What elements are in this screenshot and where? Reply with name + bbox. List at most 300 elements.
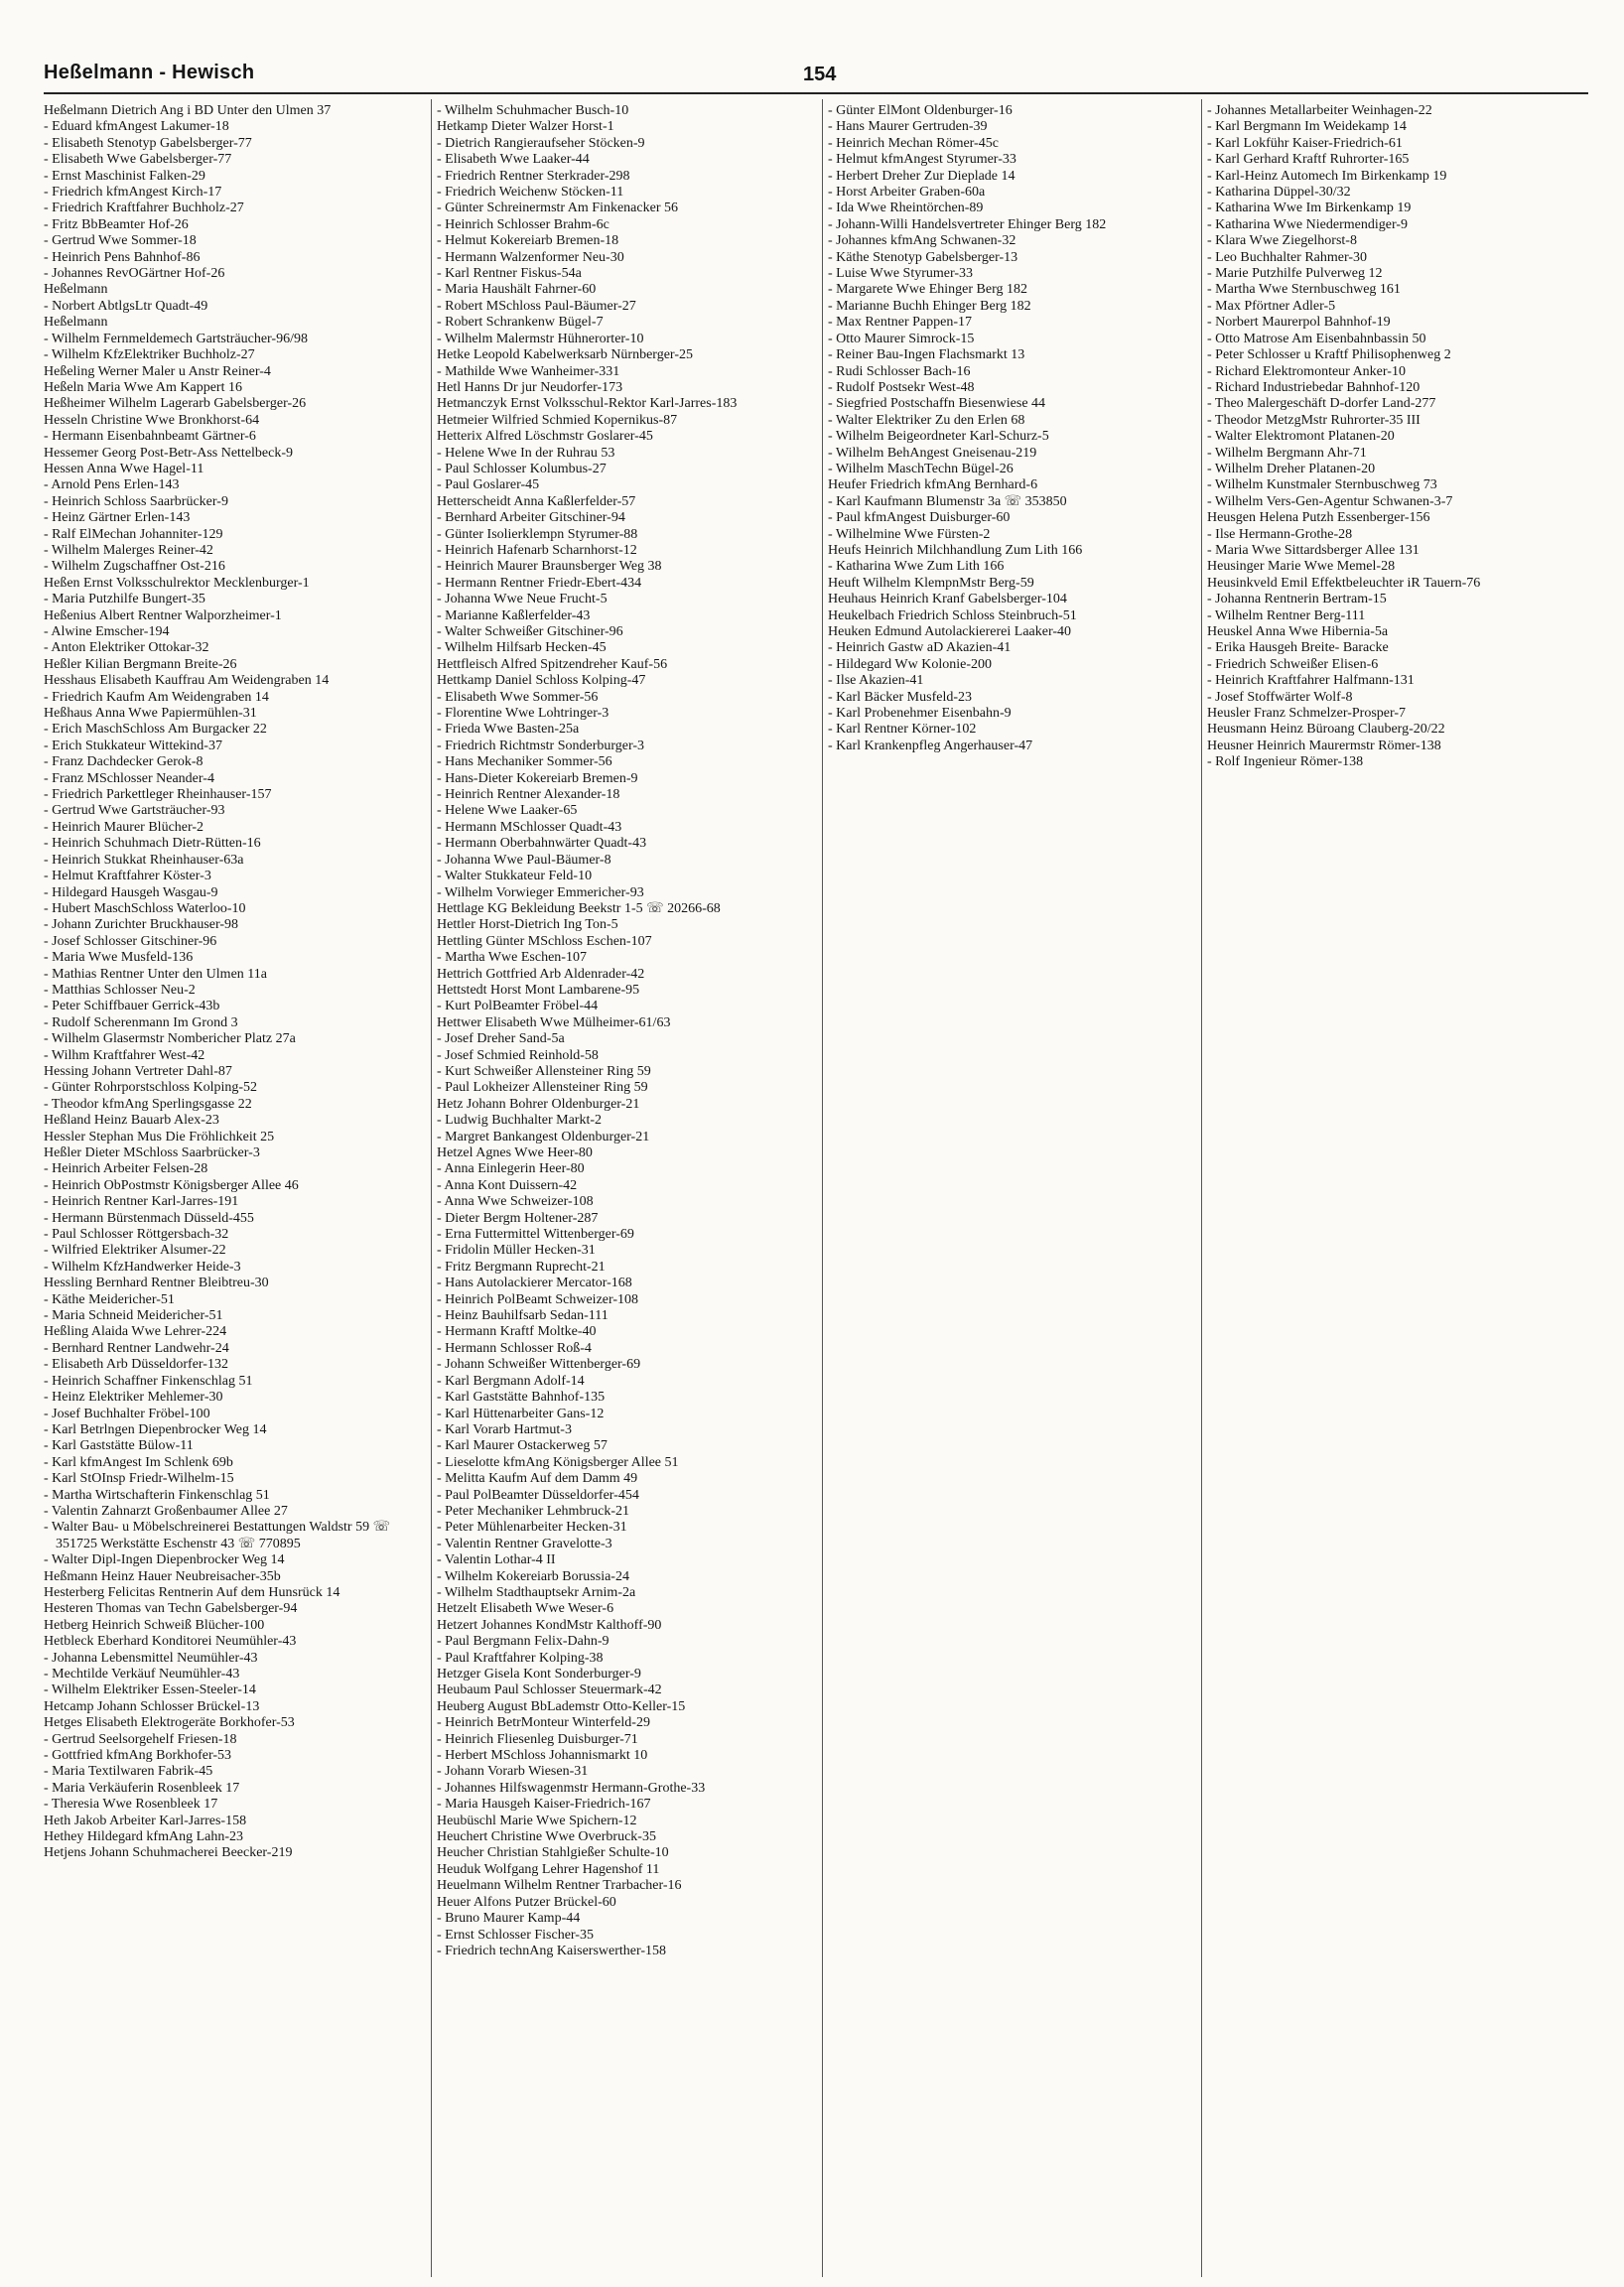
directory-entry: Heuduk Wolfgang Lehrer Hagenshof 11 [437, 1861, 660, 1877]
directory-entry: - Johann-Willi Handelsvertreter Ehinger Berg 182 [828, 216, 1107, 232]
directory-entry: - Rudolf Scherenmann Im Grond 3 [44, 1014, 238, 1030]
directory-entry: - Kurt PolBeamter Fröbel-44 [437, 999, 599, 1014]
directory-entry: Heßeling Werner Maler u Anstr Reiner-4 [44, 363, 271, 379]
directory-entry: Hettler Horst-Dietrich Ing Ton-5 [437, 917, 618, 933]
directory-entry: - Johann Zurichter Bruckhauser-98 [44, 917, 239, 933]
page-number: 154 [803, 64, 837, 85]
directory-entry: Heuchert Christine Wwe Overbruck-35 [437, 1829, 656, 1845]
directory-entry: Hetke Leopold Kabelwerksarb Nürnberger-25 [437, 347, 693, 363]
directory-entry: - Ernst Schlosser Fischer-35 [437, 1927, 594, 1943]
directory-entry: - Katharina Wwe Im Birkenkamp 19 [1207, 201, 1412, 216]
directory-entry: - Johanna Wwe Paul-Bäumer-8 [437, 852, 611, 868]
directory-entry: - Heinrich ObPostmstr Königsberger Allee 46 [44, 1177, 299, 1193]
directory-entry: - Paul Lokheizer Allensteiner Ring 59 [437, 1080, 648, 1096]
directory-entry: Heßler Kilian Bergmann Breite-26 [44, 656, 237, 672]
directory-entry: - Bruno Maurer Kamp-44 [437, 1911, 581, 1927]
directory-entry: - Karl StOInsp Friedr-Wilhelm-15 [44, 1471, 234, 1487]
directory-entry: - Wilhelm Hilfsarb Hecken-45 [437, 640, 607, 656]
directory-entry: - Kurt Schweißer Allensteiner Ring 59 [437, 1063, 651, 1079]
directory-entry: - Wilhelm MaschTechn Bügel-26 [828, 461, 1014, 476]
directory-entry: - Max Pförtner Adler-5 [1207, 298, 1336, 314]
directory-entry: - Maria Hausgeh Kaiser-Friedrich-167 [437, 1797, 651, 1813]
directory-entry: Heusmann Heinz Büroang Clauberg-20/22 [1207, 722, 1445, 738]
directory-entry: - Peter Mühlenarbeiter Hecken-31 [437, 1520, 627, 1536]
directory-entry: Heßland Heinz Bauarb Alex-23 [44, 1113, 219, 1129]
directory-entry: - Josef Schlosser Gitschiner-96 [44, 933, 217, 949]
directory-entry: - Heinrich Hafenarb Scharnhorst-12 [437, 542, 637, 558]
directory-entry: - Walter Elektriker Zu den Erlen 68 [828, 412, 1025, 428]
directory-entry: - Wilhelm KfzElektriker Buchholz-27 [44, 347, 255, 363]
directory-entry: - Karl Bergmann Adolf-14 [437, 1373, 585, 1389]
directory-entry: - Karl kfmAngest Im Schlenk 69b [44, 1454, 233, 1470]
directory-entry: - Eduard kfmAngest Lakumer-18 [44, 119, 229, 135]
directory-entry: - Luise Wwe Styrumer-33 [828, 266, 974, 282]
directory-entry: - Heinrich Maurer Blücher-2 [44, 819, 204, 835]
directory-entry: - Robert Schrankenw Bügel-7 [437, 315, 604, 331]
directory-entry: - Wilhelm Bergmann Ahr-71 [1207, 445, 1367, 461]
directory-entry: - Florentine Wwe Lohtringer-3 [437, 706, 609, 722]
directory-entry: - Heinrich PolBeamt Schweizer-108 [437, 1291, 639, 1307]
directory-entry: Hetzelt Elisabeth Wwe Weser-6 [437, 1601, 614, 1617]
directory-entry: Heusgen Helena Putzh Essenberger-156 [1207, 510, 1430, 526]
directory-entry: - Hermann Oberbahnwärter Quadt-43 [437, 836, 647, 852]
directory-entry: - Johann Schweißer Wittenberger-69 [437, 1357, 641, 1373]
directory-entry: - Anna Kont Duissern-42 [437, 1177, 578, 1193]
directory-entry: - Hermann Rentner Friedr-Ebert-434 [437, 575, 642, 591]
directory-entry: - Maria Wwe Musfeld-136 [44, 950, 194, 966]
directory-entry: - Heinrich Rentner Alexander-18 [437, 787, 620, 803]
directory-entry: - Karl Gaststätte Bülow-11 [44, 1438, 194, 1454]
directory-entry: - Wilhelm Fernmeldemech Gartsträucher-96/98 [44, 331, 308, 346]
directory-entry: - Karl Rentner Körner-102 [828, 722, 977, 738]
directory-entry: - Franz Dachdecker Gerok-8 [44, 754, 203, 770]
directory-entry: Hettling Günter MSchloss Eschen-107 [437, 933, 652, 949]
directory-entry: - Hermann Kraftf Moltke-40 [437, 1324, 597, 1340]
directory-entry: - Heinrich Pens Bahnhof-86 [44, 249, 201, 265]
directory-entry: Heuer Alfons Putzer Brückel-60 [437, 1894, 616, 1910]
directory-entry: - Karl Betrlngen Diepenbrocker Weg 14 [44, 1421, 267, 1437]
directory-entry: - Robert MSchloss Paul-Bäumer-27 [437, 298, 636, 314]
directory-entry: Heuken Edmund Autolackiererei Laaker-40 [828, 624, 1072, 639]
directory-entry: - Walter Stukkateur Feld-10 [437, 869, 593, 884]
directory-entry: - Arnold Pens Erlen-143 [44, 477, 180, 493]
directory-entry: Hettkamp Daniel Schloss Kolping-47 [437, 673, 646, 689]
directory-entry: Heuberg August BbLademstr Otto-Keller-15 [437, 1698, 686, 1714]
directory-entry: - Wilhelm Zugschaffner Ost-216 [44, 559, 225, 575]
directory-entry: - Heinrich Fliesenleg Duisburger-71 [437, 1731, 638, 1747]
directory-entry: Heßmann Heinz Hauer Neubreisacher-35b [44, 1568, 281, 1584]
directory-entry: - Hermann Schlosser Roß-4 [437, 1340, 592, 1356]
directory-entry: - Karl Hüttenarbeiter Gans-12 [437, 1406, 605, 1421]
directory-entry: - Maria Schneid Meidericher-51 [44, 1308, 223, 1324]
running-head: Heßelmann - Hewisch [44, 62, 255, 83]
directory-entry: - Maria Textilwaren Fabrik-45 [44, 1764, 213, 1780]
directory-entry: - Katharina Wwe Niedermendiger-9 [1207, 216, 1408, 232]
directory-entry: - Wilhelm KfzHandwerker Heide-3 [44, 1259, 241, 1275]
directory-entry: - Heinrich Schaffner Finkenschlag 51 [44, 1373, 253, 1389]
directory-entry: - Heinrich Maurer Braunsberger Weg 38 [437, 559, 662, 575]
directory-entry: - Ludwig Buchhalter Markt-2 [437, 1113, 603, 1129]
directory-entry: - Lieselotte kfmAng Königsberger Allee 51 [437, 1454, 679, 1470]
directory-entry: - Wilhelm Schuhmacher Busch-10 [437, 103, 629, 118]
directory-entry: - Bernhard Arbeiter Gitschiner-94 [437, 510, 625, 526]
directory-entry: Hetzert Johannes KondMstr Kalthoff-90 [437, 1617, 662, 1633]
directory-entry: - Johannes Metallarbeiter Weinhagen-22 [1207, 103, 1432, 118]
directory-entry: - Horst Arbeiter Graben-60a [828, 185, 986, 201]
directory-entry: - Matthias Schlosser Neu-2 [44, 982, 196, 998]
directory-entry: - Erika Hausgeh Breite- Baracke [1207, 640, 1389, 656]
directory-entry: - Heinrich Rentner Karl-Jarres-191 [44, 1194, 239, 1210]
directory-entry: - Mathias Rentner Unter den Ulmen 11a [44, 966, 267, 982]
directory-entry: - Max Rentner Pappen-17 [828, 315, 973, 331]
directory-entry: - Elisabeth Wwe Sommer-56 [437, 689, 599, 705]
directory-entry: - Anton Elektriker Ottokar-32 [44, 640, 209, 656]
directory-entry: - Friedrich kfmAngest Kirch-17 [44, 185, 222, 201]
directory-entry: - Klara Wwe Ziegelhorst-8 [1207, 233, 1357, 249]
directory-entry: - Josef Buchhalter Fröbel-100 [44, 1406, 210, 1421]
directory-entry: Hetzger Gisela Kont Sonderburger-9 [437, 1667, 641, 1682]
directory-entry: - Martha Wirtschafterin Finkenschlag 51 [44, 1487, 270, 1503]
directory-entry: Hetges Elisabeth Elektrogeräte Borkhofer-53 [44, 1715, 295, 1731]
directory-entry: Hetmanczyk Ernst Volksschul-Rektor Karl-Jarres-183 [437, 396, 738, 412]
directory-column-2 [437, 103, 812, 2277]
directory-entry: - Helene Wwe Laaker-65 [437, 803, 578, 819]
directory-entry: - Ilse Hermann-Grothe-28 [1207, 526, 1353, 542]
directory-entry: - Heinrich BetrMonteur Winterfeld-29 [437, 1715, 650, 1731]
directory-entry: - Hubert MaschSchloss Waterloo-10 [44, 900, 246, 916]
directory-entry: - Martha Wwe Sternbuschweg 161 [1207, 282, 1401, 298]
directory-entry: - Theresia Wwe Rosenbleek 17 [44, 1797, 218, 1813]
directory-entry: - Martha Wwe Eschen-107 [437, 950, 587, 966]
directory-entry: - Peter Schiffbauer Gerrick-43b [44, 999, 220, 1014]
directory-entry: - Friedrich Rentner Sterkrader-298 [437, 168, 630, 184]
directory-entry: - Hans-Dieter Kokereiarb Bremen-9 [437, 770, 638, 786]
directory-entry: Hesteren Thomas van Techn Gabelsberger-94 [44, 1601, 298, 1617]
directory-entry: - Josef Schmied Reinhold-58 [437, 1047, 599, 1063]
directory-entry: - Valentin Lothar-4 II [437, 1552, 556, 1568]
directory-entry: - Peter Schlosser u Kraftf Philisophenweg 2 [1207, 347, 1451, 363]
directory-entry: Heufs Heinrich Milchhandlung Zum Lith 166 [828, 542, 1083, 558]
directory-entry: Heuskel Anna Wwe Hibernia-5a [1207, 624, 1389, 639]
directory-entry: - Heinrich Schlosser Brahm-6c [437, 216, 609, 232]
directory-entry: - Theodor MetzgMstr Ruhrorter-35 III [1207, 412, 1421, 428]
directory-entry: - Karl Vorarb Hartmut-3 [437, 1421, 572, 1437]
directory-entry: - Karl Krankenpfleg Angerhauser-47 [828, 738, 1033, 753]
directory-entry: - Maria Putzhilfe Bungert-35 [44, 592, 205, 607]
directory-entry: - Karl Lokführ Kaiser-Friedrich-61 [1207, 135, 1403, 151]
directory-entry: Hessler Stephan Mus Die Fröhlichkeit 25 [44, 1129, 275, 1144]
directory-entry: - Fridolin Müller Hecken-31 [437, 1243, 596, 1259]
directory-entry: Hettwer Elisabeth Wwe Mülheimer-61/63 [437, 1014, 671, 1030]
directory-entry: - Wilhelm Kunstmaler Sternbuschweg 73 [1207, 477, 1437, 493]
directory-entry: Heusinkveld Emil Effektbeleuchter iR Tauern-76 [1207, 575, 1481, 591]
directory-entry: Heßelmann Dietrich Ang i BD Unter den Ulmen 37 [44, 103, 332, 118]
directory-entry: - Johanna Rentnerin Bertram-15 [1207, 592, 1387, 607]
directory-entry: - Reiner Bau-Ingen Flachsmarkt 13 [828, 347, 1025, 363]
directory-entry: - Walter Elektromont Platanen-20 [1207, 429, 1395, 445]
directory-entry: - Helmut kfmAngest Styrumer-33 [828, 152, 1016, 168]
directory-entry: - Dieter Bergm Holtener-287 [437, 1210, 599, 1226]
directory-entry: - Hildegard Hausgeh Wasgau-9 [44, 884, 218, 900]
directory-entry: - Fritz BbBeamter Hof-26 [44, 216, 189, 232]
directory-entry: - Wilhelm Malermstr Hühnerorter-10 [437, 331, 644, 346]
directory-entry: Heßling Alaida Wwe Lehrer-224 [44, 1324, 227, 1340]
directory-entry: - Heinrich Mechan Römer-45c [828, 135, 999, 151]
directory-entry: - Hans Mechaniker Sommer-56 [437, 754, 612, 770]
directory-entry: - Friedrich Kraftfahrer Buchholz-27 [44, 201, 244, 216]
directory-column-3 [828, 103, 1203, 2277]
directory-entry: Hetmeier Wilfried Schmied Kopernikus-87 [437, 412, 678, 428]
directory-entry: Hetberg Heinrich Schweiß Blücher-100 [44, 1617, 265, 1633]
directory-entry: - Wilhelm Stadthauptsekr Arnim-2a [437, 1584, 636, 1600]
directory-entry: - Günter Rohrporstschloss Kolping-52 [44, 1080, 258, 1096]
directory-entry: - Hermann Eisenbahnbeamt Gärtner-6 [44, 429, 256, 445]
directory-entry: Heth Jakob Arbeiter Karl-Jarres-158 [44, 1813, 247, 1828]
directory-entry: Heßhaus Anna Wwe Papiermühlen-31 [44, 706, 257, 722]
directory-entry: - Heinrich Gastw aD Akazien-41 [828, 640, 1012, 656]
directory-entry: - Karl Rentner Fiskus-54a [437, 266, 582, 282]
directory-entry: - Heinrich Stukkat Rheinhauser-63a [44, 852, 244, 868]
directory-entry: Heßelmann [44, 282, 108, 298]
directory-entry: Heusler Franz Schmelzer-Prosper-7 [1207, 706, 1407, 722]
directory-entry: - Erich Stukkateur Wittekind-37 [44, 738, 222, 753]
directory-entry: - Paul Schlosser Röttgersbach-32 [44, 1227, 229, 1243]
directory-entry: - Anna Einlegerin Heer-80 [437, 1161, 585, 1177]
directory-entry: - Johannes Hilfswagenmstr Hermann-Grothe-33 [437, 1780, 706, 1796]
directory-entry: - Margarete Wwe Ehinger Berg 182 [828, 282, 1027, 298]
directory-entry: - Gertrud Wwe Gartsträucher-93 [44, 803, 225, 819]
column-divider [822, 99, 823, 2277]
directory-entry: - Karl Bergmann Im Weidekamp 14 [1207, 119, 1407, 135]
directory-entry: - Herbert MSchloss Johannismarkt 10 [437, 1748, 648, 1764]
directory-entry: Heuhaus Heinrich Kranf Gabelsberger-104 [828, 592, 1067, 607]
directory-entry: - Richard Elektromonteur Anker-10 [1207, 363, 1406, 379]
directory-entry: Hetzel Agnes Wwe Heer-80 [437, 1145, 593, 1160]
directory-entry: - Valentin Rentner Gravelotte-3 [437, 1536, 612, 1551]
directory-entry: - Karl Probenehmer Eisenbahn-9 [828, 706, 1012, 722]
directory-entry: Hetjens Johann Schuhmacherei Beecker-219 [44, 1845, 293, 1861]
directory-entry: - Heinrich Kraftfahrer Halfmann-131 [1207, 673, 1415, 689]
directory-entry: - Wilfried Elektriker Alsumer-22 [44, 1243, 226, 1259]
directory-entry: - Dietrich Rangieraufseher Stöcken-9 [437, 135, 645, 151]
directory-entry: Hettlage KG Bekleidung Beekstr 1-5 ☏ 20266-68 [437, 900, 721, 916]
directory-entry: - Alwine Emscher-194 [44, 624, 170, 639]
directory-entry: - Katharina Wwe Zum Lith 166 [828, 559, 1005, 575]
directory-entry: - Wilhelm Vorwieger Emmericher-93 [437, 884, 644, 900]
directory-column-4 [1207, 103, 1582, 2277]
directory-entry: - Helmut Kokereiarb Bremen-18 [437, 233, 619, 249]
directory-entry: - Johanna Wwe Neue Frucht-5 [437, 592, 608, 607]
directory-entry: - Günter ElMont Oldenburger-16 [828, 103, 1013, 118]
directory-entry: Heuft Wilhelm KlempnMstr Berg-59 [828, 575, 1034, 591]
directory-entry: - Wilhelm BehAngest Gneisenau-219 [828, 445, 1037, 461]
directory-entry: - Otto Maurer Simrock-15 [828, 331, 975, 346]
directory-entry: - Wilhelm Glasermstr Nombericher Platz 27a [44, 1031, 296, 1047]
directory-entry: - Heinrich Schloss Saarbrücker-9 [44, 493, 228, 509]
directory-entry: Heßeln Maria Wwe Am Kappert 16 [44, 379, 242, 395]
directory-entry: Hetterscheidt Anna Kaßlerfelder-57 [437, 493, 636, 509]
directory-entry: - Bernhard Rentner Landwehr-24 [44, 1340, 229, 1356]
directory-entry: Hettstedt Horst Mont Lambarene-95 [437, 982, 640, 998]
directory-entry: - Elisabeth Wwe Gabelsberger-77 [44, 152, 232, 168]
column-divider [431, 99, 432, 2277]
directory-entry: - Wilhelm Dreher Platanen-20 [1207, 461, 1376, 476]
directory-entry: Hesterberg Felicitas Rentnerin Auf dem Hunsrück 14 [44, 1584, 340, 1600]
directory-entry: Heßenius Albert Rentner Walporzheimer-1 [44, 607, 282, 623]
directory-entry: - Karl-Heinz Automech Im Birkenkamp 19 [1207, 168, 1447, 184]
directory-entry: - Theodor kfmAng Sperlingsgasse 22 [44, 1096, 252, 1112]
directory-entry: - Gottfried kfmAng Borkhofer-53 [44, 1748, 232, 1764]
directory-entry: - Paul Bergmann Felix-Dahn-9 [437, 1634, 609, 1650]
directory-entry: - Leo Buchhalter Rahmer-30 [1207, 249, 1368, 265]
directory-entry: - Elisabeth Arb Düsseldorfer-132 [44, 1357, 228, 1373]
directory-entry: - Maria Wwe Sittardsberger Allee 131 [1207, 542, 1420, 558]
directory-entry: Hesshaus Elisabeth Kauffrau Am Weidengraben 14 [44, 673, 330, 689]
directory-entry: - Günter Schreinermstr Am Finkenacker 56 [437, 201, 678, 216]
directory-entry: - Johannes kfmAng Schwanen-32 [828, 233, 1016, 249]
directory-entry: Hessen Anna Wwe Hagel-11 [44, 461, 204, 476]
directory-entry: - Käthe Stenotyp Gabelsberger-13 [828, 249, 1018, 265]
directory-entry: - Johannes RevOGärtner Hof-26 [44, 266, 225, 282]
directory-entry: Hetl Hanns Dr jur Neudorfer-173 [437, 379, 623, 395]
directory-entry: - Günter Isolierklempn Styrumer-88 [437, 526, 638, 542]
directory-entry: Heubüschl Marie Wwe Spichern-12 [437, 1813, 637, 1828]
directory-entry: Heucher Christian Stahlgießer Schulte-10 [437, 1845, 669, 1861]
directory-entry: - Heinz Bauhilfsarb Sedan-111 [437, 1308, 609, 1324]
directory-entry: - Helmut Kraftfahrer Köster-3 [44, 869, 211, 884]
directory-entry: Heusinger Marie Wwe Memel-28 [1207, 559, 1396, 575]
directory-entry: Hesseln Christine Wwe Bronkhorst-64 [44, 412, 260, 428]
directory-entry: Heufer Friedrich kfmAng Bernhard-6 [828, 477, 1038, 493]
directory-entry: - Marie Putzhilfe Pulverweg 12 [1207, 266, 1383, 282]
directory-entry: - Theo Malergeschäft D-dorfer Land-277 [1207, 396, 1436, 412]
directory-entry: - Helene Wwe In der Ruhrau 53 [437, 445, 615, 461]
directory-entry: Hetbleck Eberhard Konditorei Neumühler-43 [44, 1634, 297, 1650]
directory-entry: - Maria Haushält Fahrner-60 [437, 282, 597, 298]
header-rule [44, 92, 1588, 94]
directory-entry: - Johanna Lebensmittel Neumühler-43 [44, 1650, 258, 1666]
directory-entry: Heusner Heinrich Maurermstr Römer-138 [1207, 738, 1441, 753]
directory-entry: - Ralf ElMechan Johanniter-129 [44, 526, 223, 542]
directory-column-1 [44, 103, 419, 2277]
directory-entry: - Friedrich Weichenw Stöcken-11 [437, 185, 624, 201]
directory-entry: - Paul Schlosser Kolumbus-27 [437, 461, 607, 476]
directory-entry: - Ida Wwe Rheintörchen-89 [828, 201, 984, 216]
directory-entry: - Peter Mechaniker Lehmbruck-21 [437, 1503, 629, 1519]
directory-entry: - Mechtilde Verkäuf Neumühler-43 [44, 1667, 240, 1682]
directory-entry: - Josef Stoffwärter Wolf-8 [1207, 689, 1353, 705]
directory-entry: - Franz MSchlosser Neander-4 [44, 770, 214, 786]
directory-entry: - Ernst Maschinist Falken-29 [44, 168, 205, 184]
directory-entry: - Wilhelmine Wwe Fürsten-2 [828, 526, 991, 542]
directory-entry: Hessemer Georg Post-Betr-Ass Nettelbeck-9 [44, 445, 294, 461]
directory-entry: - Wilhelm Rentner Berg-111 [1207, 607, 1366, 623]
directory-entry: - Hans Maurer Gertruden-39 [828, 119, 988, 135]
directory-entry: - Siegfried Postschaffn Biesenwiese 44 [828, 396, 1046, 412]
directory-entry: - Valentin Zahnarzt Großenbaumer Allee 27 [44, 1503, 288, 1519]
directory-entry: Hettrich Gottfried Arb Aldenrader-42 [437, 966, 645, 982]
directory-entry: - Heinz Gärtner Erlen-143 [44, 510, 191, 526]
directory-entry: - Friedrich Schweißer Elisen-6 [1207, 656, 1379, 672]
directory-entry: - Heinz Elektriker Mehlemer-30 [44, 1390, 223, 1406]
directory-entry: Heuelmann Wilhelm Rentner Trarbacher-16 [437, 1878, 682, 1894]
directory-entry: - Walter Schweißer Gitschiner-96 [437, 624, 623, 639]
directory-entry: - Heinrich Schuhmach Dietr-Rütten-16 [44, 836, 261, 852]
page-header [44, 62, 1592, 91]
directory-entry: Hetz Johann Bohrer Oldenburger-21 [437, 1096, 640, 1112]
directory-entry: - Hermann Walzenformer Neu-30 [437, 249, 624, 265]
directory-entry: Hetterix Alfred Löschmstr Goslarer-45 [437, 429, 653, 445]
directory-entry: Hessling Bernhard Rentner Bleibtreu-30 [44, 1276, 269, 1291]
directory-entry: - Melitta Kaufm Auf dem Damm 49 [437, 1471, 638, 1487]
directory-entry: - Otto Matrose Am Eisenbahnbassin 50 [1207, 331, 1426, 346]
directory-entry: - Karl Kaufmann Blumenstr 3a ☏ 353850 [828, 493, 1067, 509]
directory-entry: - Erna Futtermittel Wittenberger-69 [437, 1227, 634, 1243]
directory-entry: - Katharina Düppel-30/32 [1207, 185, 1351, 201]
directory-entry: - Hermann Bürstenmach Düsseld-455 [44, 1210, 254, 1226]
directory-entry: - Wilhelm Vers-Gen-Agentur Schwanen-3-7 [1207, 493, 1453, 509]
directory-entry: - Karl Gaststätte Bahnhof-135 [437, 1390, 606, 1406]
directory-entry: - Frieda Wwe Basten-25a [437, 722, 580, 738]
directory-entry: - Hermann MSchlosser Quadt-43 [437, 819, 622, 835]
directory-entry: - Wilhelm Beigeordneter Karl-Schurz-5 [828, 429, 1049, 445]
directory-entry: - Wilhm Kraftfahrer West-42 [44, 1047, 205, 1063]
directory-entry: - Marianne Kaßlerfelder-43 [437, 607, 591, 623]
directory-entry: - Elisabeth Stenotyp Gabelsberger-77 [44, 135, 252, 151]
directory-entry: Hetkamp Dieter Walzer Horst-1 [437, 119, 614, 135]
directory-entry: Heßelmann [44, 315, 108, 331]
directory-entry: - Paul PolBeamter Düsseldorfer-454 [437, 1487, 639, 1503]
directory-entry: - Gertrud Seelsorgehelf Friesen-18 [44, 1731, 237, 1747]
directory-entry: - Herbert Dreher Zur Dieplade 14 [828, 168, 1015, 184]
directory-entry: - Käthe Meidericher-51 [44, 1291, 175, 1307]
directory-entry: - Karl Maurer Ostackerweg 57 [437, 1438, 608, 1454]
directory-entry: - Rudi Schlosser Bach-16 [828, 363, 971, 379]
directory-entry: Hettfleisch Alfred Spitzendreher Kauf-56 [437, 656, 668, 672]
directory-entry: - Wilhelm Malerges Reiner-42 [44, 542, 213, 558]
directory-entry: Heukelbach Friedrich Schloss Steinbruch-51 [828, 607, 1077, 623]
directory-entry: - Norbert AbtlgsLtr Quadt-49 [44, 298, 208, 314]
directory-entry: Heubaum Paul Schlosser Steuermark-42 [437, 1682, 662, 1698]
directory-entry: - Gertrud Wwe Sommer-18 [44, 233, 197, 249]
directory-entry: - Hildegard Ww Kolonie-200 [828, 656, 992, 672]
directory-entry: Heßler Dieter MSchloss Saarbrücker-3 [44, 1145, 260, 1160]
directory-entry: - Friedrich Kaufm Am Weidengraben 14 [44, 689, 269, 705]
directory-entry: - Paul Goslarer-45 [437, 477, 540, 493]
directory-entry: - Fritz Bergmann Ruprecht-21 [437, 1259, 606, 1275]
directory-entry: - Maria Verkäuferin Rosenbleek 17 [44, 1780, 240, 1796]
directory-entry: - Mathilde Wwe Wanheimer-331 [437, 363, 620, 379]
directory-entry: - Walter Bau- u Möbelschreinerei Bestattungen Waldstr 59 ☏ 351725 Werkstätte Eschenstr 43 ☏ 770895 [44, 1520, 391, 1551]
directory-entry: Heßen Ernst Volksschulrektor Mecklenburger-1 [44, 575, 310, 591]
directory-entry: - Wilhelm Elektriker Essen-Steeler-14 [44, 1682, 256, 1698]
directory-entry: - Richard Industriebedar Bahnhof-120 [1207, 379, 1421, 395]
directory-entry: - Hans Autolackierer Mercator-168 [437, 1276, 632, 1291]
directory-entry: - Friedrich Richtmstr Sonderburger-3 [437, 738, 645, 753]
directory-entry: - Karl Gerhard Kraftf Ruhrorter-165 [1207, 152, 1410, 168]
directory-entry: - Paul kfmAngest Duisburger-60 [828, 510, 1011, 526]
directory-entry: - Rolf Ingenieur Römer-138 [1207, 754, 1364, 770]
directory-entry: - Elisabeth Wwe Laaker-44 [437, 152, 590, 168]
directory-entry: - Rudolf Postsekr West-48 [828, 379, 975, 395]
directory-entry: - Karl Bäcker Musfeld-23 [828, 689, 973, 705]
directory-entry: - Friedrich Parkettleger Rheinhauser-157 [44, 787, 272, 803]
directory-entry: - Johann Vorarb Wiesen-31 [437, 1764, 589, 1780]
directory-entry: Hethey Hildegard kfmAng Lahn-23 [44, 1829, 243, 1845]
directory-entry: - Walter Dipl-Ingen Diepenbrocker Weg 14 [44, 1552, 285, 1568]
directory-entry: - Erich MaschSchloss Am Burgacker 22 [44, 722, 267, 738]
directory-entry: - Paul Kraftfahrer Kolping-38 [437, 1650, 604, 1666]
